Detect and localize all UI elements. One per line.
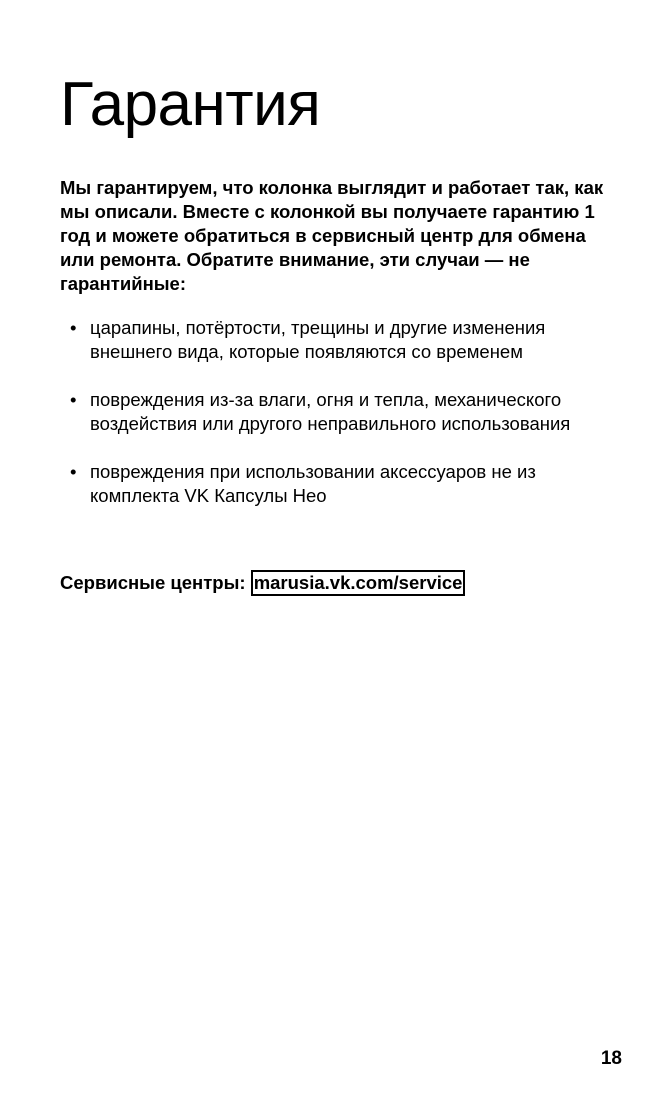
exclusions-list <box>60 316 610 532</box>
page-title: Гарантия <box>60 70 321 139</box>
bullet-icon: • <box>70 389 77 410</box>
warranty-intro: Мы гарантируем, что колонка выглядит и работает так, как мы описали. Вместе с колонкой вы получаете гарантию 1 год и можете обратиться в сервисный центр для обмена или ремонта. Обратите внимание, эти случаи — не гарантийные: <box>60 177 604 294</box>
exclusion-text: царапины, потёртости, трещины и другие изменения внешнего вида, которые появляются со временем <box>90 317 546 362</box>
service-centers-label: Сервисные центры: <box>60 572 246 593</box>
exclusion-text: повреждения из-за влаги, огня и тепла, механического воздействия или другого неправильного использования <box>90 389 571 434</box>
service-centers-line <box>60 570 465 596</box>
bullet-icon: • <box>70 317 77 338</box>
list-item <box>60 388 610 436</box>
service-link[interactable]: marusia.vk.com/service <box>251 570 466 596</box>
bullet-icon: • <box>70 461 77 482</box>
list-item <box>60 460 610 508</box>
page-number: 18 <box>600 1048 622 1069</box>
exclusion-text: повреждения при использовании аксессуаров не из комплекта VK Капсулы Нео <box>90 461 536 506</box>
list-item <box>60 316 610 364</box>
